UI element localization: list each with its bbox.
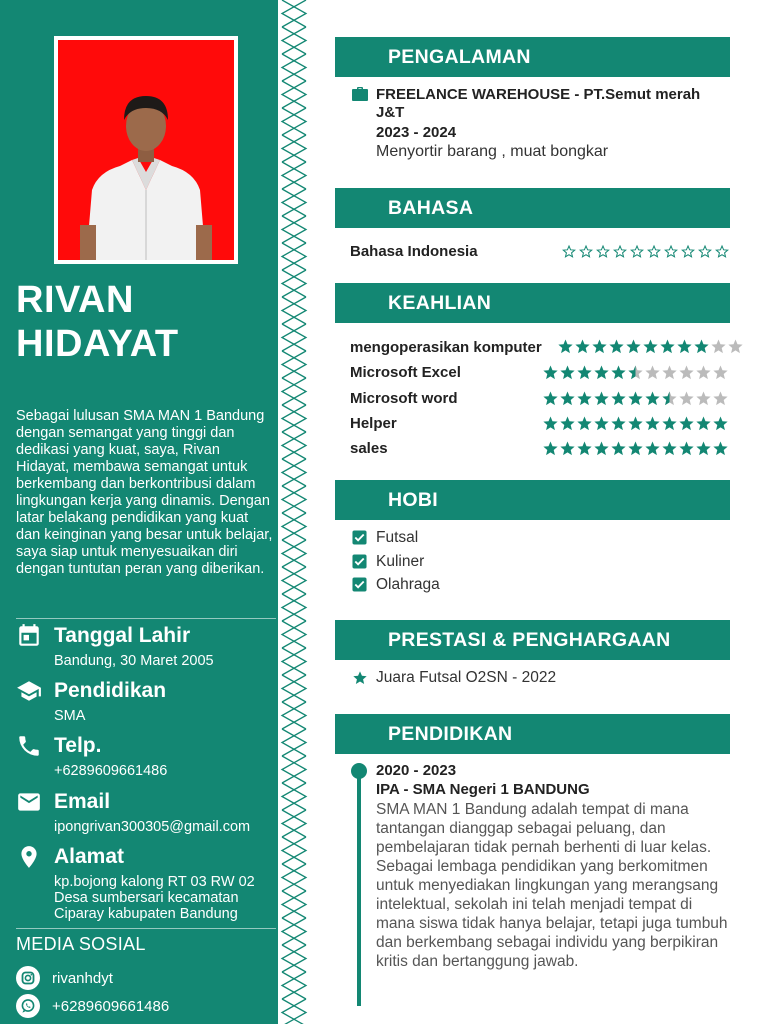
info-address: [16, 844, 278, 924]
section-header-experience: PENGALAMAN: [335, 37, 730, 77]
award-item: Juara Futsal O2SN - 2022: [376, 669, 557, 686]
language-rating-stars: [562, 243, 730, 261]
section-header-awards: PRESTASI & PENGHARGAAN: [335, 620, 730, 660]
timeline-dot: [351, 763, 367, 779]
info-title: Email: [54, 790, 111, 813]
email-icon: [16, 789, 42, 815]
education-years: 2020 - 2023: [376, 762, 457, 779]
skill-rating-stars: [543, 440, 731, 458]
rating-star: [696, 417, 710, 431]
rating-star: [577, 392, 591, 406]
rating-star: [662, 366, 676, 380]
info-value: ipongrivan300305@gmail.com: [54, 819, 251, 835]
rating-star: [628, 392, 642, 406]
rating-star: [628, 442, 642, 456]
sidebar: [0, 0, 278, 1024]
divider: [16, 618, 276, 619]
rating-star: [577, 417, 591, 431]
section-header-hobby: HOBI: [335, 480, 730, 520]
divider: [16, 928, 276, 929]
info-education: [16, 678, 278, 728]
rating-star: [711, 340, 725, 354]
skill-name: sales: [350, 440, 388, 457]
person-illustration: [58, 40, 234, 260]
info-value: +6289609661486: [54, 763, 168, 779]
rating-star: [665, 246, 676, 257]
info-title: Alamat: [54, 845, 125, 868]
skill-rating-stars: [543, 390, 731, 408]
rating-star: [628, 417, 642, 431]
star-icon: [352, 670, 368, 686]
rating-star: [577, 442, 591, 456]
rating-star: [645, 417, 659, 431]
about-text: Sebagai lulusan SMA MAN 1 Bandung dengan semangat yang tinggi dan dedikasi yang kuat, saya, Rivan Hidayat, membawa semangat untuk berkembang dan berkontribusi dalam lingkungan kerja yang dinamis. Dengan latar belakang pendidikan yang kuat dan keinginan yang besar untuk belajar, saya siap untuk menyesuaikan diri dengan tuntutan peran yang diberikan.: [16, 408, 273, 577]
rating-star: [611, 392, 625, 406]
experience-title: FREELANCE WAREHOUSE - PT.Semut merah J&T: [376, 86, 701, 121]
rating-star: [580, 246, 591, 257]
rating-star: [609, 340, 623, 354]
rating-star: [679, 392, 693, 406]
rating-star: [713, 442, 727, 456]
rating-star: [682, 246, 693, 257]
rating-star: [648, 246, 659, 257]
rating-star: [645, 392, 659, 406]
rating-star: [611, 366, 625, 380]
rating-star: [713, 417, 727, 431]
rating-star: [614, 246, 625, 257]
rating-star: [662, 417, 676, 431]
social-text: +6289609661486: [52, 998, 170, 1015]
hobby-item: Futsal: [376, 529, 419, 546]
rating-star: [662, 442, 676, 456]
rating-star: [592, 340, 606, 354]
checkbox-checked-icon: [352, 577, 367, 592]
rating-star: [611, 417, 625, 431]
social-instagram[interactable]: [16, 966, 278, 992]
info-value: SMA: [54, 708, 86, 724]
info-title: Tanggal Lahir: [54, 624, 191, 647]
graduation-cap-icon: [16, 678, 42, 704]
rating-star: [594, 442, 608, 456]
social-whatsapp[interactable]: [16, 994, 278, 1020]
skill-rating-stars: [543, 364, 731, 382]
info-birth: [16, 623, 278, 673]
hobby-item: Kuliner: [376, 553, 425, 570]
info-title: Telp.: [54, 734, 102, 757]
experience-years: 2023 - 2024: [376, 124, 457, 141]
rating-star: [660, 340, 674, 354]
rating-star: [560, 392, 574, 406]
phone-icon: [16, 733, 42, 759]
rating-star: [679, 366, 693, 380]
rating-star: [543, 417, 557, 431]
checkbox-checked-icon: [352, 554, 367, 569]
diamond-pattern-border: [278, 0, 310, 1024]
rating-star: [543, 392, 557, 406]
timeline-line: [357, 770, 361, 1006]
profile-photo: [58, 40, 234, 260]
rating-star: [694, 340, 708, 354]
rating-star: [594, 417, 608, 431]
section-header-education: PENDIDIKAN: [335, 714, 730, 754]
rating-star: [543, 442, 557, 456]
rating-star: [728, 340, 742, 354]
education-description: SMA MAN 1 Bandung adalah tempat di mana tantangan dianggap sebagai peluang, dan pembelajaran tidak pernah berhenti di luar kelas. Sebagai lembaga pendidikan yang berkomitmen untuk menyediakan lingkungan yang merangsang intelektual, sekolah ini telah menjadi tempat di mana siswa tidak hanya belajar, tetapi juga tumbuh dan berkembang sebagai individu yang berpikiran kritis dan bertanggung jawab.: [376, 801, 728, 970]
rating-star: [558, 340, 572, 354]
hobby-item: Olahraga: [376, 576, 440, 593]
rating-star: [594, 392, 608, 406]
rating-star: [560, 442, 574, 456]
rating-star: [643, 340, 657, 354]
person-name: RIVAN HIDAYAT: [16, 279, 179, 365]
rating-star: [543, 366, 557, 380]
rating-star: [560, 417, 574, 431]
whatsapp-icon: [16, 994, 40, 1018]
calendar-icon: [16, 623, 42, 649]
info-phone: [16, 733, 278, 783]
skill-name: Microsoft Excel: [350, 364, 461, 381]
info-email: [16, 789, 278, 839]
profile-photo-frame: [54, 36, 238, 264]
rating-star: [677, 340, 691, 354]
rating-star: [594, 366, 608, 380]
rating-star: [577, 366, 591, 380]
info-value: kp.bojong kalong RT 03 RW 02 Desa sumbersari kecamatan Ciparay kabupaten Bandung: [54, 874, 255, 922]
section-header-language: BAHASA: [335, 188, 730, 228]
info-value: Bandung, 30 Maret 2005: [54, 653, 214, 669]
social-title: MEDIA SOSIAL: [16, 934, 146, 954]
briefcase-icon: [352, 87, 368, 101]
instagram-icon: [16, 966, 40, 990]
info-title: Pendidikan: [54, 679, 167, 702]
rating-star: [611, 442, 625, 456]
skill-name: Microsoft word: [350, 390, 458, 407]
experience-description: Menyortir barang , muat bongkar: [376, 143, 609, 160]
rating-star: [645, 366, 659, 380]
checkbox-checked-icon: [352, 530, 367, 545]
rating-star: [575, 340, 589, 354]
rating-star: [631, 246, 642, 257]
skill-rating-stars: [543, 415, 731, 433]
rating-star: [679, 442, 693, 456]
rating-star: [560, 366, 574, 380]
rating-star: [713, 392, 727, 406]
education-school: IPA - SMA Negeri 1 BANDUNG: [376, 781, 590, 798]
section-header-skills: KEAHLIAN: [335, 283, 730, 323]
rating-star: [716, 246, 727, 257]
language-name: Bahasa Indonesia: [350, 243, 478, 260]
rating-star: [696, 442, 710, 456]
skill-rating-stars: [558, 338, 746, 356]
rating-star: [696, 366, 710, 380]
rating-star: [597, 246, 608, 257]
social-text: rivanhdyt: [52, 970, 113, 987]
skill-name: mengoperasikan komputer: [350, 339, 542, 356]
rating-star: [713, 366, 727, 380]
rating-star: [563, 246, 574, 257]
rating-star: [679, 417, 693, 431]
skill-name: Helper: [350, 415, 397, 432]
location-pin-icon: [16, 844, 42, 870]
rating-star: [645, 442, 659, 456]
rating-star: [626, 340, 640, 354]
rating-star: [699, 246, 710, 257]
rating-star: [696, 392, 710, 406]
